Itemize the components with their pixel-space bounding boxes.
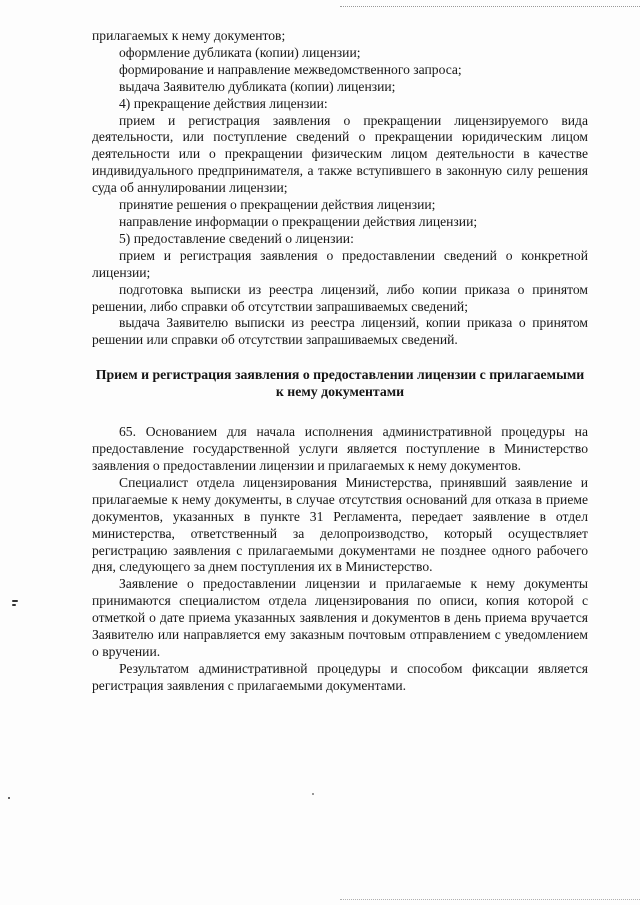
list-item: формирование и направление межведомственного запроса; (119, 61, 462, 77)
list-item: подготовка выписки из реестра лицензий, либо копии приказа о принятом решении, либо справки об отсутствии запрашиваемых сведений; (92, 281, 588, 314)
paragraph: Результатом административной процедуры и способом фиксации является регистрация заявления с прилагаемыми документами. (92, 660, 588, 693)
list-item: прием и регистрация заявления о прекращении лицензируемого вида деятельности, или поступление сведений о прекращении юридическим лицом деятельности или о прекращении физическим лицом деятельности в качестве индивидуального предпринимателя, а также вступившего в законную силу решения суда об аннулировании лицензии; (92, 112, 588, 196)
list-item: прилагаемых к нему документов; (92, 28, 286, 43)
scan-speck (12, 600, 18, 602)
list-item: направление информации о прекращении действия лицензии; (119, 213, 478, 229)
scan-speck (312, 793, 314, 795)
spacer (92, 400, 588, 424)
list-item: 4) прекращение действия лицензии: (119, 95, 328, 111)
list-item: принятие решения о прекращении действия лицензии; (119, 197, 436, 213)
list-item: 5) предоставление сведений о лицензии: (119, 230, 354, 246)
scan-artifact-top-line (340, 6, 640, 7)
section-heading: Прием и регистрация заявления о предоставлении лицензии с прилагаемыми к нему документами (95, 367, 585, 400)
scan-speck (12, 604, 16, 606)
paragraph: Специалист отдела лицензирования Министерства, принявший заявление и прилагаемые к нему документы, в случае отсутствия оснований для отказа в приеме документов, указанных в пункте 31 Регламента, передает заявление в отдел министерства, ответственный за делопроизводство, который осуществляет регистрацию заявления с прилагаемыми документами не позднее одного рабочего дня, следующего за днем поступления их в Министерство. (92, 474, 588, 575)
scan-speck (8, 797, 10, 799)
list-item: выдача Заявителю дубликата (копии) лицензии; (119, 78, 396, 94)
document-body (92, 28, 588, 695)
list-item: выдача Заявителю выписки из реестра лицензий, копии приказа о принятом решении или справки об отсутствии запрашиваемых сведений. (92, 315, 588, 348)
list-item: оформление дубликата (копии) лицензии; (119, 44, 361, 60)
paragraph: 65. Основанием для начала исполнения административной процедуры на предоставление государственной услуги является поступление в Министерство заявления о предоставлении лицензии и прилагаемых к нему документов. (92, 424, 588, 474)
spacer (92, 349, 588, 366)
paragraph: Заявление о предоставлении лицензии и прилагаемые к нему документы принимаются специалистом отдела лицензирования по описи, копия которой с отметкой о дате приема указанных заявления и документов в день приема вручается Заявителю или направляется ему заказным почтовым отправлением с уведомлением о вручении. (92, 576, 588, 659)
scan-artifact-bottom-line (340, 899, 640, 900)
list-item: прием и регистрация заявления о предоставлении сведений о конкретной лицензии; (92, 247, 588, 280)
